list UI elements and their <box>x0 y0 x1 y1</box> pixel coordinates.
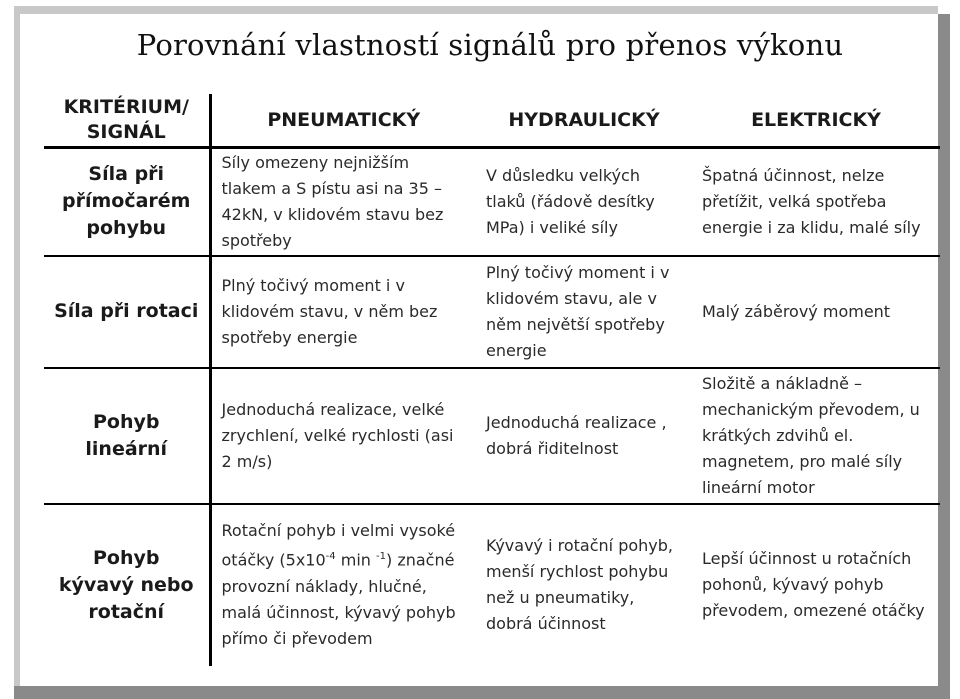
row-label: Síla při přímočarém pohybu <box>44 148 210 256</box>
cell-pneumatic: Síly omezeny nejnižším tlakem a S pístu asi na 35 – 42kN, v klidovém stavu bez spotřeby <box>210 148 476 256</box>
criterion-header: KRITÉRIUM/ SIGNÁL <box>44 94 210 148</box>
cell-electric: Malý záběrový moment <box>692 256 940 368</box>
cell-hydraulic: Kývavý i rotační pohyb, menší rychlost pohybu než u pneumatiky, dobrá účinnost <box>486 536 673 633</box>
table-row <box>44 148 940 256</box>
row-label: Síla při rotaci <box>44 256 210 368</box>
column-header-electric: ELEKTRICKÝ <box>692 94 940 148</box>
cell-electric: Složitě a nákladně – mechanickým převodem, u krátkých zdvihů el. magnetem, pro malé síly lineární motor <box>692 368 940 504</box>
cell-pneumatic <box>210 504 476 666</box>
slide-title: Porovnání vlastností signálů pro přenos výkonu <box>136 28 844 62</box>
slide <box>20 14 938 686</box>
column-header-pneumatic: PNEUMATICKÝ <box>210 94 476 148</box>
row-label: Pohyb kývavý nebo rotační <box>44 504 210 666</box>
column-header-hydraulic: HYDRAULICKÝ <box>476 94 692 148</box>
frame-shadow-bottom <box>14 686 950 699</box>
cell-text: ) značné provozní náklady, hlučné, malá účinnost, kývavý pohyb přímo či převodem <box>221 550 456 648</box>
frame-top-accent <box>14 6 938 14</box>
table-row <box>44 256 940 368</box>
row-label: Pohyb lineární <box>44 368 210 504</box>
cell-pneumatic: Plný točivý moment i v klidovém stavu, v něm bez spotřeby energie <box>210 256 476 368</box>
table-header-row <box>44 94 940 148</box>
cell-hydraulic: Plný točivý moment i v klidovém stavu, ale v něm největší spotřeby energie <box>476 256 692 368</box>
table-row <box>44 504 940 666</box>
cell-hydraulic: Jednoduchá realizace , dobrá řiditelnost <box>476 368 692 504</box>
cell-electric: Lepší účinnost u rotačních pohonů, kývavý pohyb převodem, omezené otáčky <box>702 549 925 620</box>
cell-electric: Špatná účinnost, nelze přetížit, velká spotřeba energie i za klidu, malé síly <box>692 148 940 256</box>
cell-text: Rotační pohyb i velmi vysoké otáčky (5x10 <box>221 521 456 570</box>
exponent: -4 <box>325 551 336 563</box>
cell-hydraulic: V důsledku velkých tlaků (řádově desítky MPa) i veliké síly <box>476 148 692 256</box>
table-row <box>44 368 940 504</box>
cell-text: min <box>335 550 376 570</box>
cell-pneumatic: Jednoduchá realizace, velké zrychlení, velké rychlosti (asi 2 m/s) <box>210 368 476 504</box>
exponent: -1 <box>376 551 386 563</box>
comparison-table <box>44 94 940 666</box>
